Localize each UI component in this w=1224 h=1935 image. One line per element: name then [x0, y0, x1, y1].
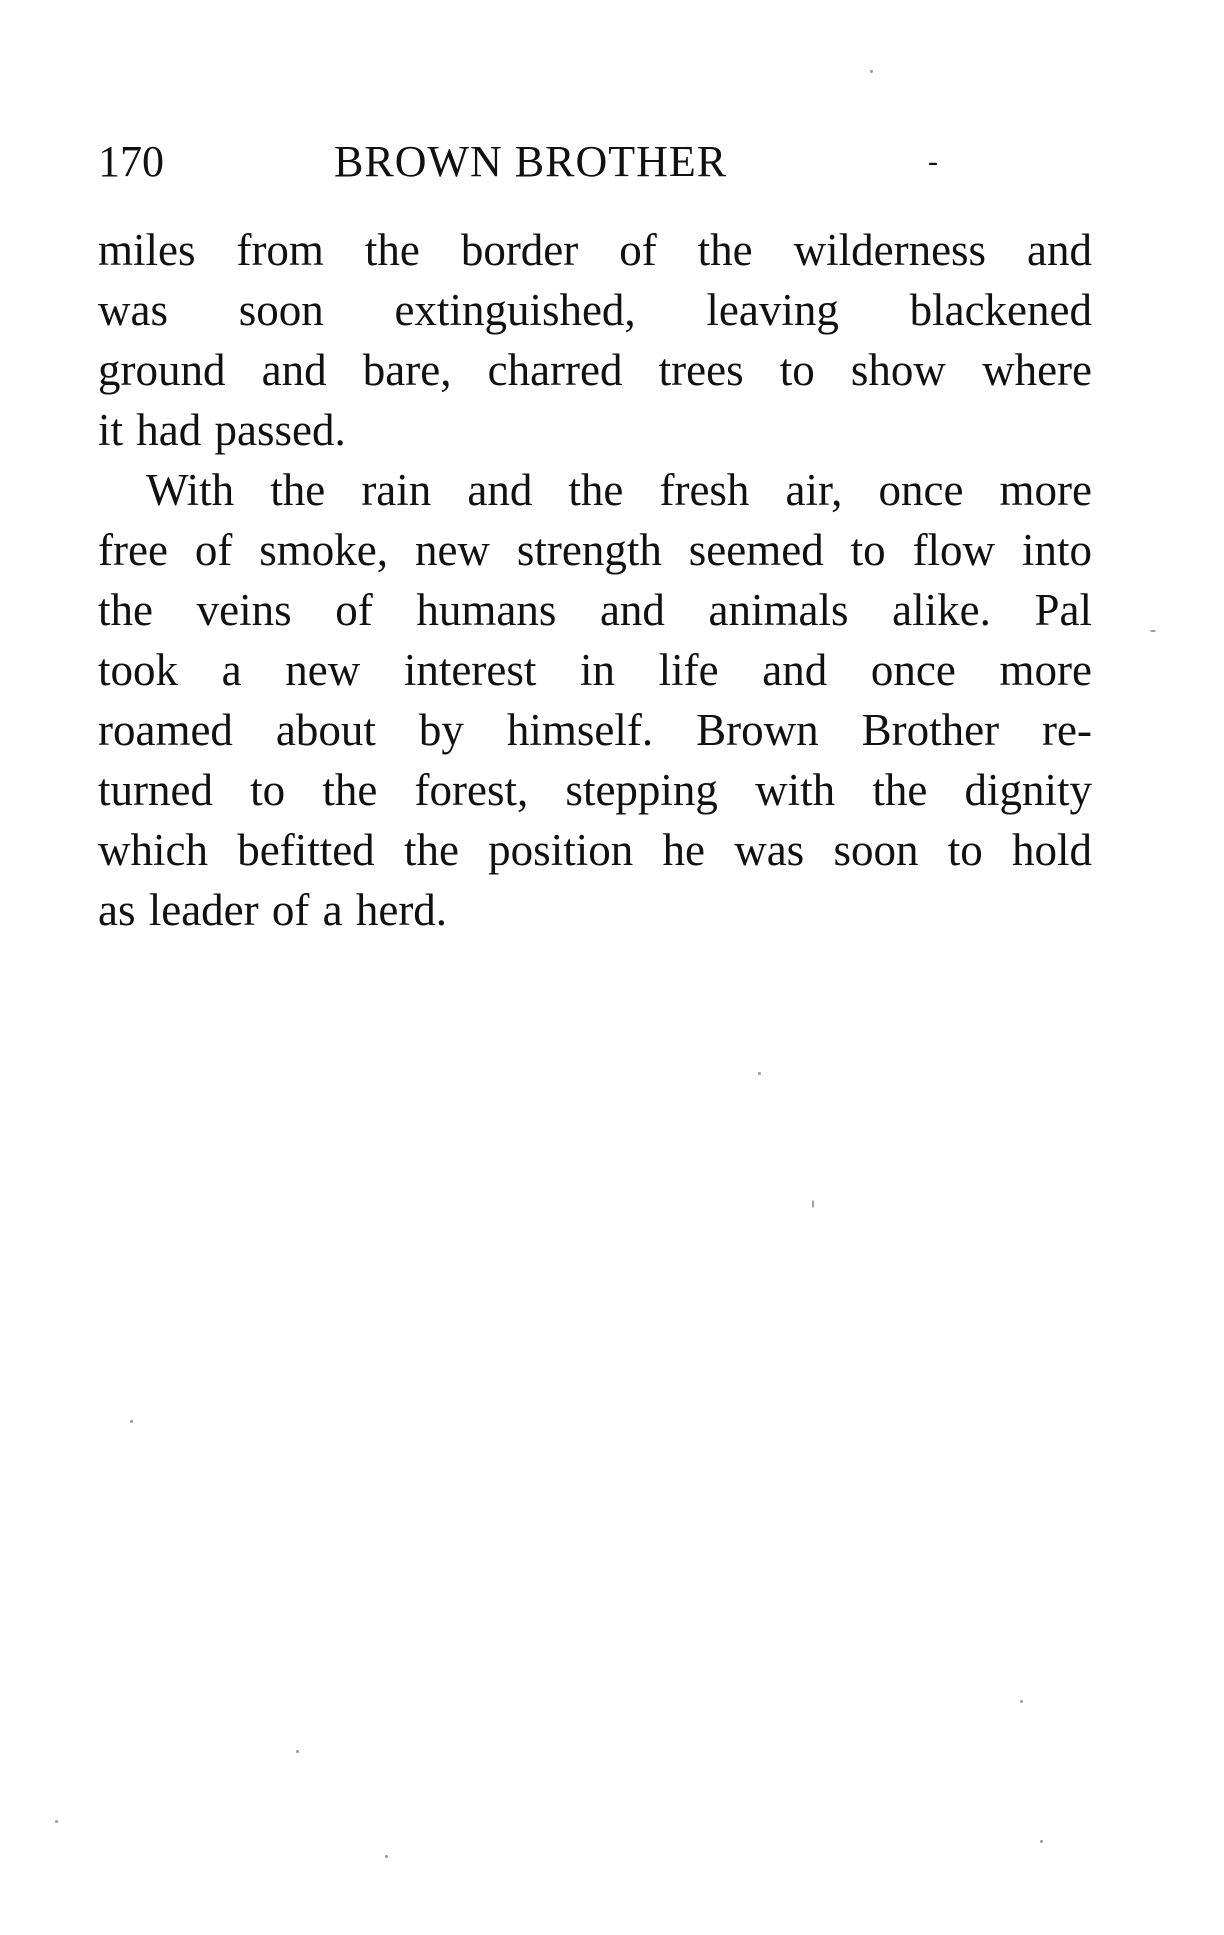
text-line: took a new interest in life and once more	[98, 645, 1092, 695]
scan-speck	[55, 1820, 58, 1823]
scan-speck	[1040, 1840, 1043, 1843]
text-line: ground and bare, charred trees to show where	[98, 345, 1092, 395]
scan-speck	[130, 1420, 133, 1423]
scan-speck	[758, 1072, 761, 1075]
text-line: With the rain and the fresh air, once more	[146, 465, 1092, 515]
text-line: as leader of a herd.	[98, 885, 448, 935]
scan-speck	[812, 1200, 814, 1208]
header-mark: -	[928, 145, 938, 178]
scan-speck	[385, 1855, 388, 1858]
body-text	[98, 220, 1092, 940]
paragraph-1	[98, 220, 1092, 460]
text-line: was soon extinguished, leaving blackened	[98, 285, 1092, 335]
running-head	[98, 132, 1098, 192]
text-line: the veins of humans and animals alike. Pal	[98, 585, 1092, 635]
scan-speck	[870, 70, 873, 73]
scan-speck	[1020, 1700, 1023, 1703]
text-line: it had passed.	[98, 405, 346, 455]
text-line: turned to the forest, stepping with the dignity	[98, 765, 1092, 815]
paragraph-2	[98, 460, 1092, 940]
scan-speck	[1150, 630, 1156, 632]
text-line: roamed about by himself. Brown Brother re-	[98, 705, 1092, 755]
scan-speck	[296, 1750, 299, 1753]
page-number: 170	[98, 137, 164, 186]
text-line: free of smoke, new strength seemed to flow into	[98, 525, 1092, 575]
text-line: miles from the border of the wilderness and	[98, 225, 1092, 275]
running-title: BROWN BROTHER	[334, 137, 728, 186]
text-line: which befitted the position he was soon to hold	[98, 825, 1092, 875]
